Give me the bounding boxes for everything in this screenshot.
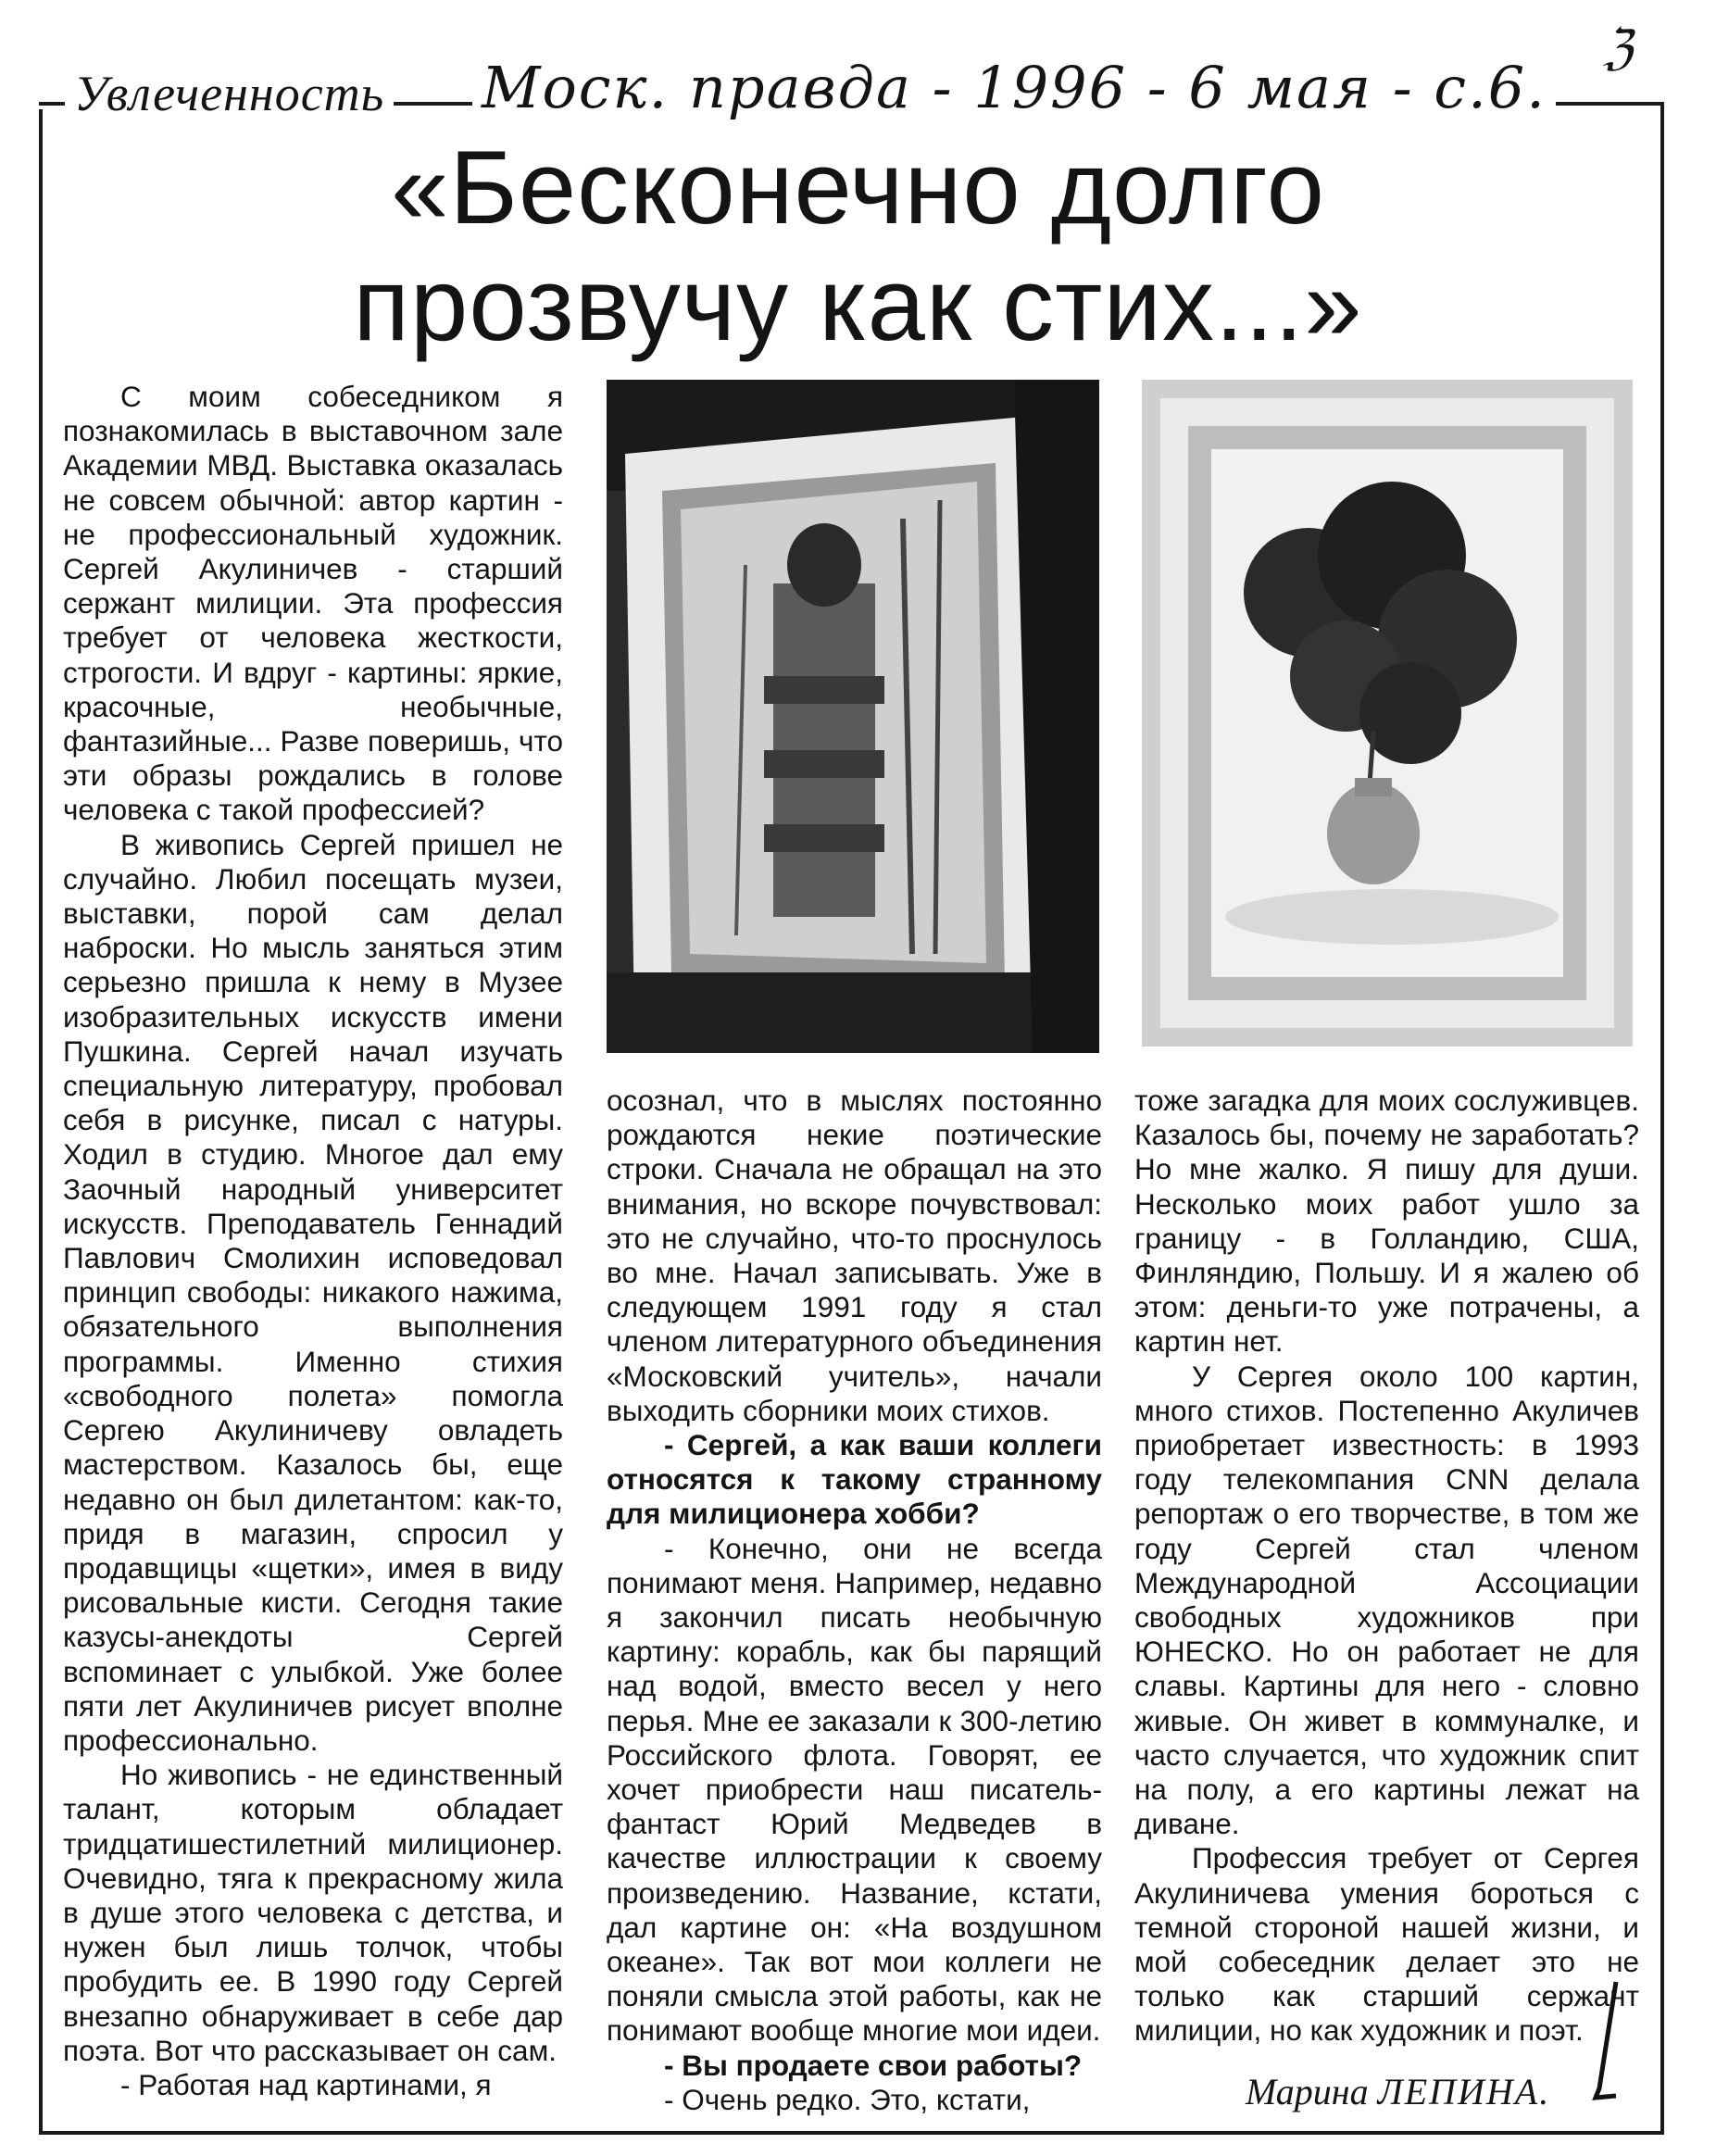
paragraph: В живопись Сергей пришел не случайно. Любил посещать музеи, выставки, порой сам делал наброски. Но мысль заняться этим серьезно пришла к нему в Музее изобразительных искусств имени Пушкина. Сергей начал изучать специальную литературу, пробовал себя в рисунке, писал с натуры. Ходил в студию. Многое дал ему Заочный народный университет искусств. Преподаватель Геннадий Павлович Смолихин исповедовал принцип свободы: никакого нажима, обязательного выполнения программы. Именно стихия «свободного полета» помогла Сергею Акулиничеву овладеть мастерством. Казалось бы, еще недавно он был дилетантом: как-то, придя в магазин, спросил у продавщицы «щетки», имея в виду рисовальные кисти. Сегодня такие казусы-анекдоты Сергей вспоминает с улыбкой. Уже более пяти лет Акулиничев рисует вполне профессионально.: [63, 827, 563, 1757]
headline-line-1: «Бесконечно долго: [391, 130, 1325, 245]
paragraph: С моим собеседником я познакомилась в выставочном зале Академии МВД. Выставка оказалась не совсем обычной: автор картин - не профессиональный художник. Сергей Акулиничев - старший сержант милиции. Эта профессия требует от человека жесткости, строгости. И вдруг - картины: яркие, красочные, необычные, фантазийные... Разве поверишь, что эти образы рождались в голове человека с такой профессией?: [63, 380, 563, 827]
text-column-3: [1134, 1084, 1639, 2049]
headline-line-2: прозвучу как стих...»: [353, 246, 1363, 362]
author-first-name: Марина: [1246, 2071, 1369, 2112]
interview-question: - Вы продаете свои работы?: [664, 2048, 1083, 2082]
paragraph: - Конечно, они не всегда понимают меня. Например, недавно я закончил писать необычную картину: корабль, как бы парящий над водой, вместо весел у него перья. Мне ее заказали к 300-летию Российского флота. Говорят, ее хочет приобрести наш писатель-фантаст Юрий Медведев в качестве иллюстрации к своему произведению. Название, кстати, дал картине он: «На воздушном океане». Так вот мои коллеги не поняли смысла этой работы, как не понимают вообще многие мои идеи.: [607, 1531, 1102, 2048]
paragraph: тоже загадка для моих сослуживцев. Казалось бы, почему не заработать? Но мне жалко. Я пишу для души. Несколько моих работ ушло за границу - в Голландию, США, Финляндию, Польшу. И я жалею об этом: деньги-то уже потрачены, а картин нет.: [1134, 1084, 1639, 1359]
painting-pagoda-icon: [607, 380, 1099, 1053]
paragraph: Профессия требует от Сергея Акулиничева умения бороться с темной стороной нашей жизни, и мой собеседник делает это не только как старший сержант милиции, но как художник и поэт.: [1134, 1841, 1639, 2048]
paragraph: - Очень редко. Это, кстати,: [664, 2082, 1031, 2116]
paragraph: У Сергея около 100 картин, много стихов. Постепенно Акуличев приобретает известность: в 1993 году телекомпания CNN делала репортаж о его творчестве, в том же году Сергей стал членом Международной Ассоциации свободных художников при ЮНЕСКО. Но он работает не для славы. Картины для него - словно живые. Он живет в коммуналке, и часто случается, что художник спит на полу, а его картины лежат на диване.: [1134, 1359, 1639, 1841]
painting-flowers-icon: [1142, 380, 1633, 1047]
text-column-2: [607, 1084, 1102, 2117]
interview-question: - Сергей, а как ваши коллеги относятся к такому странному для милиционера хобби?: [607, 1428, 1102, 1531]
handwritten-source-note: Моск. правда - 1996 - 6 мая - с.6.: [472, 54, 1556, 121]
article-headline: [56, 130, 1660, 363]
handwritten-corner-mark: ℨ: [1602, 20, 1633, 76]
paragraph: осознал, что в мыслях постоянно рождаются некие поэтические строки. Сначала не обращал на это внимания, но вскоре почувствовал: это не случайно, что-то проснулось во мне. Начал записывать. Уже в следующем 1991 году я стал членом литературного объединения «Московский учитель», начали выходить сборники моих стихов.: [607, 1084, 1102, 1427]
author-last-name: ЛЕПИНА.: [1377, 2071, 1551, 2112]
handwritten-end-mark: [1588, 1977, 1625, 2107]
author-signature: [1246, 2070, 1550, 2113]
paragraph: Но живопись - не единственный талант, которым обладает тридцатишестилетний милиционер. Очевидно, тяга к прекрасному жила в душе этого человека с детства, и нужен был лишь толчок, чтобы пробудить ее. В 1990 году Сергей внезапно обнаруживает в себе дар поэта. Вот что рассказывает он сам.: [63, 1758, 563, 2067]
photo-painting-flowers: [1142, 380, 1633, 1047]
text-column-1: [63, 380, 563, 2102]
paragraph: - Работая над картинами, я: [120, 2067, 492, 2101]
rubric-label: Увлеченность: [65, 65, 394, 122]
photo-painting-pagoda: [607, 380, 1099, 1053]
